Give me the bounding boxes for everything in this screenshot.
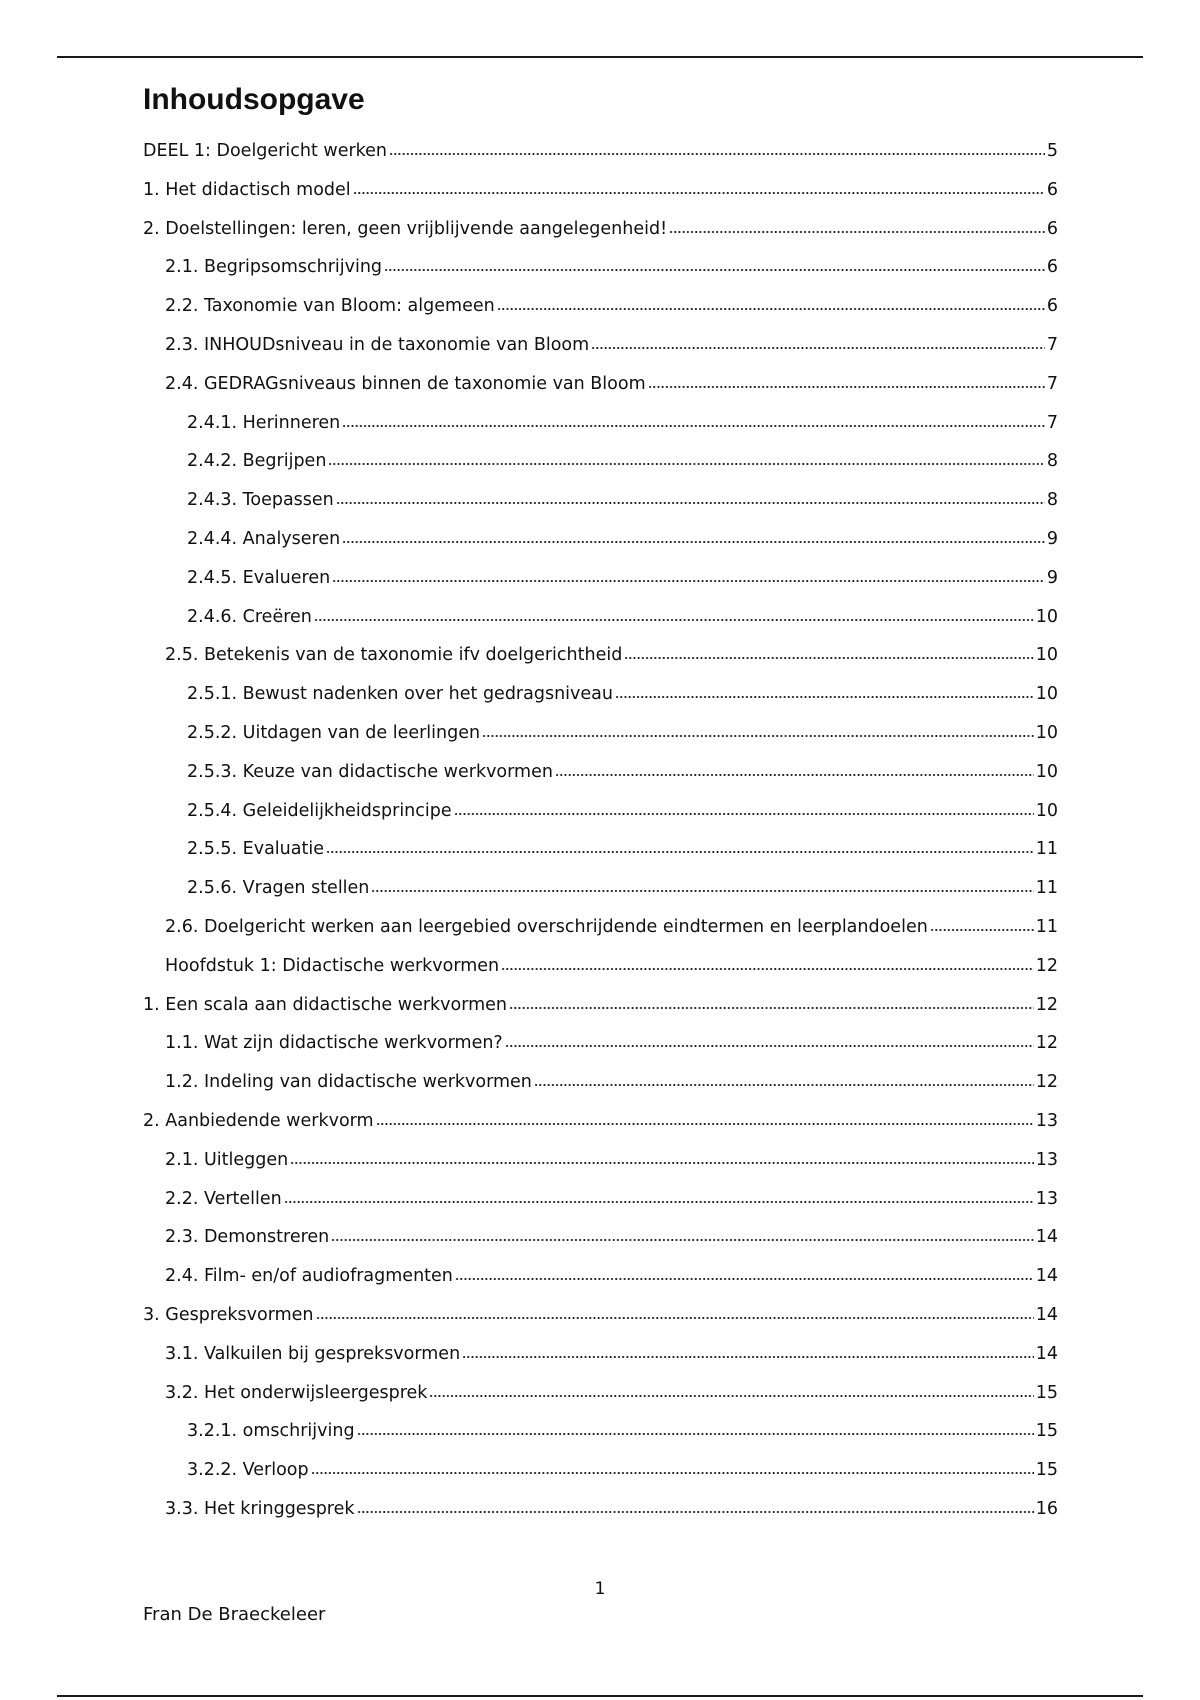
toc-entry[interactable]: [143, 1492, 1058, 1531]
toc-entry-label: 2.5.1. Bewust nadenken over het gedragsniveau: [187, 684, 613, 705]
toc-entry[interactable]: [143, 444, 1058, 483]
toc-entry-label: 3. Gespreksvormen: [143, 1304, 314, 1325]
toc-entry-label: 2.5.2. Uitdagen van de leerlingen: [187, 722, 481, 743]
toc-entry-page: 14: [1035, 1304, 1058, 1325]
toc-entry-page: 6: [1046, 179, 1058, 200]
dot-leader: [353, 175, 1045, 197]
toc-entry-page: 11: [1035, 839, 1058, 860]
toc-entry[interactable]: [143, 173, 1058, 212]
toc-entry-label: 3.3. Het kringgesprek: [165, 1498, 355, 1519]
toc-entry[interactable]: [143, 406, 1058, 445]
dot-leader: [534, 1067, 1034, 1089]
toc-entry-label: 1. Een scala aan didactische werkvormen: [143, 994, 508, 1015]
toc-entry-page: 10: [1035, 684, 1058, 705]
toc-entry[interactable]: [143, 522, 1058, 561]
toc-entry-label: 2. Aanbiedende werkvorm: [143, 1110, 374, 1131]
dot-leader: [454, 796, 1034, 818]
toc-entry-page: 8: [1046, 451, 1058, 472]
toc-entry[interactable]: [143, 1220, 1058, 1259]
toc-entry-label: 2.3. Demonstreren: [165, 1227, 330, 1248]
toc-entry-label: 2.6. Doelgericht werken aan leergebied overschrijdende eindtermen en leerplandoelen: [165, 916, 928, 937]
toc-entry-label: 2.4.5. Evalueren: [187, 567, 331, 588]
dot-leader: [326, 834, 1034, 856]
toc-entry[interactable]: [143, 1104, 1058, 1143]
toc-entry[interactable]: [143, 328, 1058, 367]
header-rule: [57, 56, 1143, 58]
toc-entry[interactable]: [143, 716, 1058, 755]
dot-leader: [384, 252, 1045, 274]
dot-leader: [331, 1222, 1033, 1244]
toc-entry-page: 12: [1035, 955, 1058, 976]
dot-leader: [482, 718, 1034, 740]
dot-leader: [930, 912, 1034, 934]
toc-entry[interactable]: [143, 483, 1058, 522]
dot-leader: [648, 369, 1045, 391]
toc-entry-label: 2.4. Film- en/of audiofragmenten: [165, 1266, 453, 1287]
toc-entry-label: 2.5.4. Geleidelijkheidsprincipe: [187, 800, 452, 821]
toc-entry-label: Hoofdstuk 1: Didactische werkvormen: [165, 955, 500, 976]
toc-entry[interactable]: [143, 988, 1058, 1027]
toc-entry-page: 13: [1035, 1188, 1058, 1209]
toc-entry-label: 2.4.2. Begrijpen: [187, 451, 327, 472]
toc-entry-page: 15: [1035, 1460, 1058, 1481]
toc-entry-page: 6: [1046, 218, 1058, 239]
dot-leader: [505, 1028, 1034, 1050]
dot-leader: [332, 563, 1045, 585]
toc-entry-page: 7: [1046, 334, 1058, 355]
toc-entry[interactable]: [143, 1182, 1058, 1221]
toc-entry-label: 2.5. Betekenis van de taxonomie ifv doelgerichtheid: [165, 645, 623, 666]
toc-entry-page: 10: [1035, 606, 1058, 627]
dot-leader: [342, 408, 1045, 430]
toc-entry-page: 10: [1035, 645, 1058, 666]
toc-entry-label: 2.1. Uitleggen: [165, 1149, 289, 1170]
page-number: 1: [594, 1579, 606, 1599]
toc-entry-label: 2.4. GEDRAGsniveaus binnen de taxonomie van Bloom: [165, 373, 646, 394]
dot-leader: [389, 136, 1045, 158]
toc-entry-label: 2.4.3. Toepassen: [187, 490, 334, 511]
dot-leader: [555, 757, 1034, 779]
toc-entry[interactable]: [143, 677, 1058, 716]
toc-entry-page: 16: [1035, 1498, 1058, 1519]
toc-entry[interactable]: [143, 794, 1058, 833]
toc-entry-label: 1.2. Indeling van didactische werkvormen: [165, 1072, 532, 1093]
toc-entry-page: 10: [1035, 761, 1058, 782]
toc-entry-label: 2.4.6. Creëren: [187, 606, 312, 627]
toc-entry[interactable]: [143, 367, 1058, 406]
toc-entry-page: 10: [1035, 800, 1058, 821]
dot-leader: [316, 1300, 1034, 1322]
toc-entry[interactable]: [143, 561, 1058, 600]
toc-entry[interactable]: [143, 1453, 1058, 1492]
toc-entry-label: 2.4.4. Analyseren: [187, 528, 341, 549]
toc-entry[interactable]: [143, 1337, 1058, 1376]
toc-entry-page: 9: [1046, 567, 1058, 588]
toc-entry-label: 2.3. INHOUDsniveau in de taxonomie van Bloom: [165, 334, 590, 355]
toc-entry-page: 7: [1046, 373, 1058, 394]
dot-leader: [357, 1416, 1034, 1438]
toc-entry-page: 12: [1035, 1033, 1058, 1054]
dot-leader: [336, 485, 1045, 507]
toc-entry-page: 6: [1046, 296, 1058, 317]
toc-entry[interactable]: [143, 1026, 1058, 1065]
toc-entry-page: 14: [1035, 1266, 1058, 1287]
toc-entry-page: 11: [1035, 878, 1058, 899]
toc-entry-label: 1. Het didactisch model: [143, 179, 351, 200]
toc-entry-label: 2.1. Begripsomschrijving: [165, 257, 383, 278]
dot-leader: [501, 951, 1034, 973]
toc-entry-page: 12: [1035, 1072, 1058, 1093]
toc-entry-label: 2. Doelstellingen: leren, geen vrijblijvende aangelegenheid!: [143, 218, 668, 239]
toc-entry-label: 1.1. Wat zijn didactische werkvormen?: [165, 1033, 503, 1054]
toc-entry[interactable]: [143, 949, 1058, 988]
dot-leader: [591, 330, 1045, 352]
footer-author: Fran De Braeckeleer: [143, 1604, 326, 1625]
toc-entry[interactable]: [143, 289, 1058, 328]
dot-leader: [497, 291, 1045, 313]
toc-entry[interactable]: [143, 638, 1058, 677]
toc-entry[interactable]: [143, 1065, 1058, 1104]
dot-leader: [284, 1184, 1034, 1206]
toc-entry[interactable]: [143, 755, 1058, 794]
toc-entry-label: 2.4.1. Herinneren: [187, 412, 341, 433]
toc-entry-page: 8: [1046, 490, 1058, 511]
toc-entry-label: 2.2. Vertellen: [165, 1188, 282, 1209]
toc-entry[interactable]: [143, 832, 1058, 871]
toc-entry-label: 2.5.5. Evaluatie: [187, 839, 324, 860]
toc-entry-page: 11: [1035, 916, 1058, 937]
dot-leader: [376, 1106, 1034, 1128]
dot-leader: [371, 873, 1033, 895]
toc-entry-label: 2.5.3. Keuze van didactische werkvormen: [187, 761, 553, 782]
toc-entry-page: 14: [1035, 1343, 1058, 1364]
dot-leader: [455, 1261, 1034, 1283]
toc-entry-label: 2.5.6. Vragen stellen: [187, 878, 370, 899]
toc-entry[interactable]: [143, 600, 1058, 639]
dot-leader: [669, 214, 1045, 236]
toc-entry-label: 2.2. Taxonomie van Bloom: algemeen: [165, 296, 495, 317]
toc-entry-page: 15: [1035, 1382, 1058, 1403]
toc-entry-page: 13: [1035, 1149, 1058, 1170]
toc-entry-label: 3.2. Het onderwijsleergesprek: [165, 1382, 428, 1403]
page-title: Inhoudsopgave: [143, 83, 365, 116]
dot-leader: [290, 1145, 1034, 1167]
toc-entry-page: 12: [1035, 994, 1058, 1015]
toc-entry-label: 3.1. Valkuilen bij gespreksvormen: [165, 1343, 461, 1364]
footer-rule: [57, 1695, 1143, 1697]
toc-entry[interactable]: [143, 1414, 1058, 1453]
toc-entry[interactable]: [143, 212, 1058, 251]
toc-entry-label: 3.2.1. omschrijving: [187, 1421, 355, 1442]
toc-entry-page: 10: [1035, 722, 1058, 743]
toc-entry[interactable]: [143, 250, 1058, 289]
dot-leader: [357, 1494, 1034, 1516]
dot-leader: [328, 446, 1044, 468]
toc-entry[interactable]: [143, 910, 1058, 949]
toc-entry-page: 13: [1035, 1110, 1058, 1131]
toc-entry-page: 15: [1035, 1421, 1058, 1442]
toc-entry[interactable]: [143, 871, 1058, 910]
dot-leader: [314, 602, 1034, 624]
dot-leader: [429, 1378, 1033, 1400]
dot-leader: [462, 1339, 1034, 1361]
toc-entry[interactable]: [143, 1298, 1058, 1337]
toc-entry-page: 14: [1035, 1227, 1058, 1248]
toc-entry[interactable]: [143, 134, 1058, 173]
toc-entry-label: DEEL 1: Doelgericht werken: [143, 141, 388, 161]
toc-entry[interactable]: [143, 1143, 1058, 1182]
table-of-contents: [143, 134, 1058, 1531]
dot-leader: [311, 1455, 1034, 1477]
toc-entry-page: 9: [1046, 528, 1058, 549]
toc-entry-page: 6: [1046, 257, 1058, 278]
toc-entry-page: 5: [1046, 141, 1058, 161]
dot-leader: [615, 679, 1034, 701]
toc-entry-label: 3.2.2. Verloop: [187, 1460, 309, 1481]
dot-leader: [342, 524, 1045, 546]
dot-leader: [624, 640, 1033, 662]
toc-entry[interactable]: [143, 1259, 1058, 1298]
dot-leader: [509, 990, 1034, 1012]
toc-entry-page: 7: [1046, 412, 1058, 433]
toc-entry[interactable]: [143, 1376, 1058, 1415]
